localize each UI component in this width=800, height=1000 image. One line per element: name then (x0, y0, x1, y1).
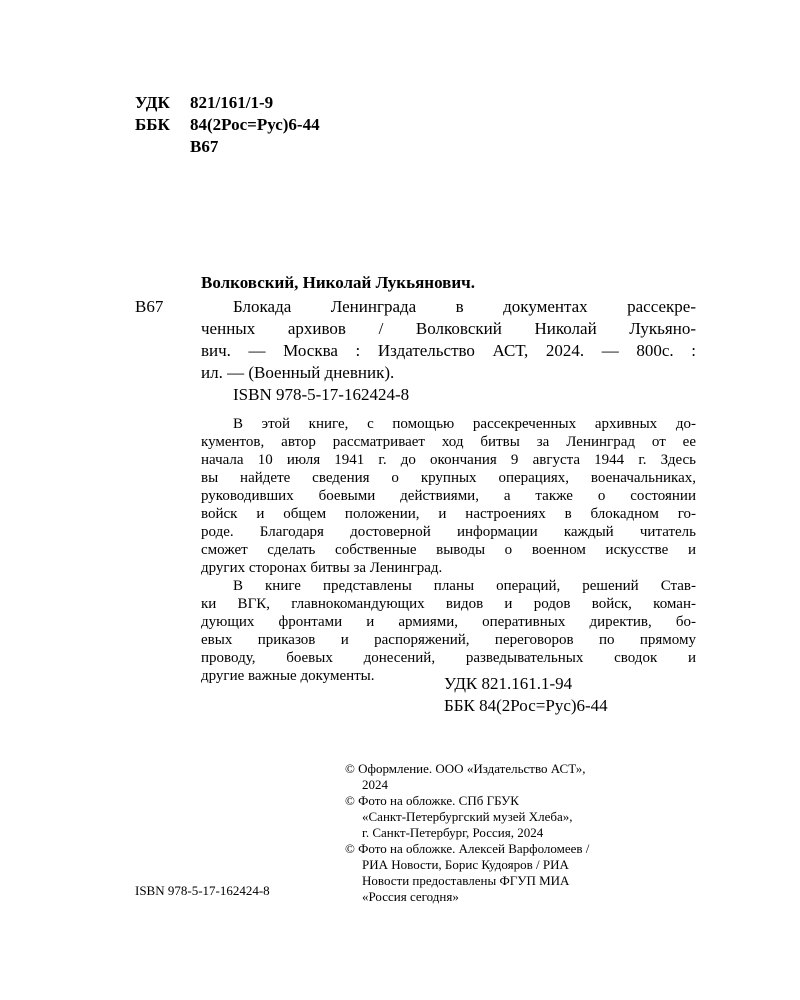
title-line-3: вич. — Москва : Издательство АСТ, 2024. — 800с. : (201, 341, 696, 360)
annotation-line-12: дующих фронтами и армиями, оперативных директив, бо- (201, 614, 696, 630)
copyright-line-6: © Фото на обложке. Алексей Варфоломеев / (345, 841, 590, 856)
udk-row (135, 92, 273, 114)
bbk-label: ББК (135, 115, 170, 134)
annotation-line-8: сможет сделать собственные выводы о военном искусстве и (201, 542, 696, 558)
bbk-row (135, 114, 320, 136)
isbn-main: ISBN 978-5-17-162424-8 (233, 385, 410, 404)
copyright-line-8: Новости предоставлены ФГУП МИА (362, 873, 570, 888)
annotation-line-4: вы найдете сведения о крупных операциях, военачальниках, (201, 470, 696, 486)
annotation-line-9: других сторонах битвы за Ленинград. (201, 560, 443, 576)
title-line-4: ил. — (Военный дневник). (201, 363, 395, 382)
title-line-1: Блокада Ленинграда в документах рассекре- (233, 297, 696, 316)
udk-label: УДК (135, 93, 170, 112)
annotation-line-15: другие важные документы. (201, 668, 375, 684)
annotation-line-5: руководивших боевыми действиями, а также о состоянии (201, 488, 696, 504)
udk-value: 821/161/1-9 (190, 93, 274, 112)
copyright-line-4: «Санкт-Петербургский музей Хлеба», (362, 809, 573, 824)
annotation-line-3: начала 10 июля 1941 г. до окончания 9 августа 1944 г. Здесь (201, 452, 696, 468)
author-mark: В67 (190, 137, 219, 156)
author-name: Волковский, Николай Лукьянович. (201, 273, 475, 292)
annotation-line-14: проводу, боевых донесений, разведывательных сводок и (201, 650, 696, 666)
bbk-bottom: ББК 84(2Рос=Рус)6-44 (444, 696, 608, 715)
isbn-footer: ISBN 978-5-17-162424-8 (135, 883, 270, 898)
annotation-line-1: В этой книге, с помощью рассекреченных архивных до- (233, 416, 696, 432)
copyright-line-1: © Оформление. ООО «Издательство АСТ», (345, 761, 586, 776)
copyright-line-5: г. Санкт-Петербург, Россия, 2024 (362, 825, 544, 840)
copyright-line-3: © Фото на обложке. СПб ГБУК (345, 793, 519, 808)
udk-bottom: УДК 821.161.1-94 (444, 674, 573, 693)
annotation-line-7: роде. Благодаря достоверной информации каждый читатель (201, 524, 696, 540)
annotation-line-13: евых приказов и распоряжений, переговоров по прямому (201, 632, 696, 648)
copyright-line-9: «Россия сегодня» (362, 889, 459, 904)
annotation-line-10: В книге представлены планы операций, решений Став- (233, 578, 696, 594)
annotation-line-11: ки ВГК, главнокомандующих видов и родов войск, коман- (201, 596, 696, 612)
annotation-line-2: кументов, автор рассматривает ход битвы за Ленинград от ее (201, 434, 696, 450)
title-line-2: ченных архивов / Волковский Николай Лукьяно- (201, 319, 696, 338)
side-author-mark: В67 (135, 297, 164, 316)
bbk-value: 84(2Рос=Рус)6-44 (190, 115, 320, 134)
annotation-line-6: войск и общем положении, и настроениях в блокадном го- (201, 506, 696, 522)
copyright-line-7: РИА Новости, Борис Кудояров / РИА (362, 857, 569, 872)
copyright-line-2: 2024 (362, 777, 388, 792)
